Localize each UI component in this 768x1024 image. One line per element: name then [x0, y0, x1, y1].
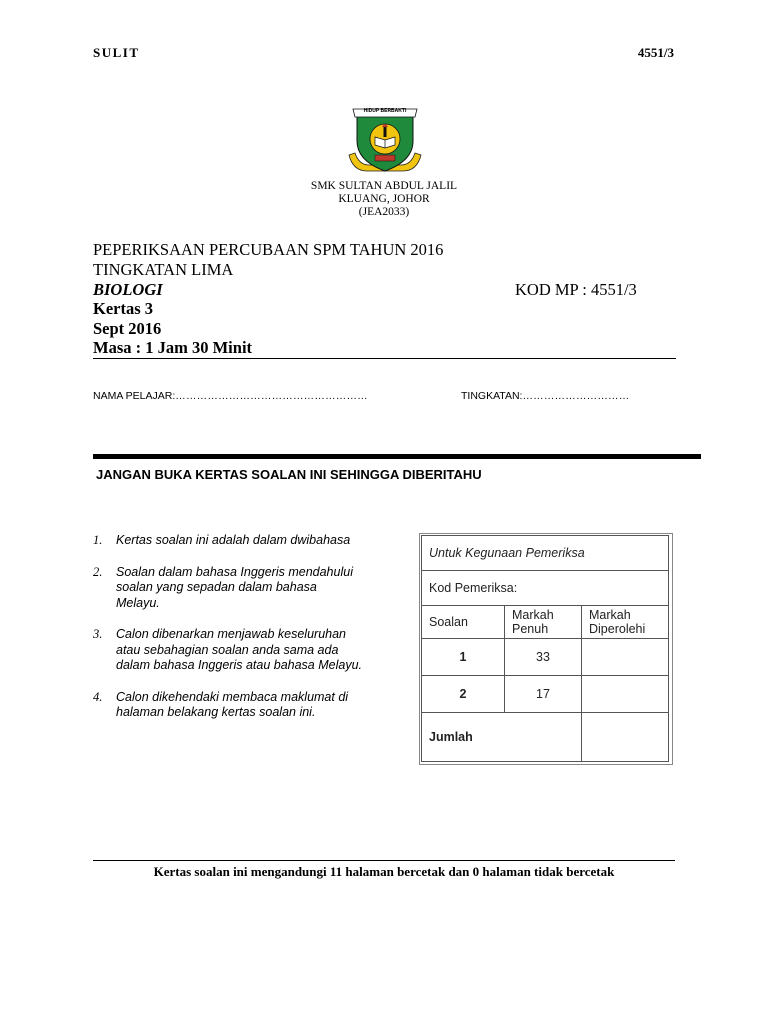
student-name-field[interactable] — [93, 390, 368, 402]
page-count-note: Kertas soalan ini mengandungi 11 halaman bercetak dan 0 halaman tidak bercetak — [153, 864, 615, 879]
form-class-dots: ………………………… — [522, 390, 630, 402]
school-location: KLUANG, JOHOR — [338, 193, 430, 205]
marks-obtained-cell[interactable] — [582, 639, 669, 676]
instruction-text: Calon dikehendaki membaca maklumat di halaman belakang kertas soalan ini. — [116, 689, 349, 719]
instruction-item — [93, 690, 363, 721]
footer-divider — [93, 860, 675, 861]
school-name: SMK SULTAN ABDUL JALIL — [310, 180, 458, 192]
col-question: Soalan — [422, 606, 505, 639]
subject-code: KOD MP : 4551/3 — [515, 280, 637, 299]
form-class-label: TINGKATAN: — [461, 390, 523, 402]
instruction-number: 2. — [93, 564, 103, 579]
instruction-text: Calon dibenarkan menjawab keseluruhan atau sebahagian soalan anda sama ada dalam bahasa Inggeris atau bahasa Melayu. — [116, 627, 362, 672]
student-name-label: NAMA PELAJAR: — [93, 390, 176, 402]
instruction-item — [93, 533, 363, 549]
thick-divider — [93, 454, 701, 459]
instruction-number: 3. — [93, 627, 103, 641]
full-marks: 33 — [505, 639, 582, 676]
exam-duration: Masa : 1 Jam 30 Minit — [93, 338, 253, 357]
student-name-dots: ……………………………………………… — [175, 390, 368, 402]
exam-title: PEPERIKSAAN PERCUBAAN SPM TAHUN 2016 — [93, 240, 444, 259]
instruction-item — [93, 627, 363, 674]
question-number: 1 — [422, 639, 505, 676]
instruction-number: 4. — [93, 689, 103, 704]
exam-date: Sept 2016 — [93, 319, 162, 338]
instruction-text: Kertas soalan ini adalah dalam dwibahasa — [116, 533, 351, 547]
header-sulit: SULIT — [93, 45, 140, 60]
school-crest-icon — [345, 105, 425, 177]
table-row — [422, 676, 669, 713]
instruction-text: Soalan dalam bahasa Inggeris mendahului soalan yang sepadan dalam bahasa Melayu. — [116, 564, 353, 610]
header-paper-code: 4551/3 — [637, 45, 674, 60]
divider — [93, 358, 676, 359]
total-row — [422, 713, 669, 762]
crest-motto: HIDUP BERBAKTI — [363, 108, 407, 114]
question-number: 2 — [422, 676, 505, 713]
examiner-table — [421, 535, 669, 762]
school-code: (JEA2033) — [358, 206, 410, 218]
examiner-code[interactable]: Kod Pemeriksa: — [422, 571, 669, 606]
full-marks: 17 — [505, 676, 582, 713]
instruction-number: 1. — [93, 533, 103, 547]
form-level: TINGKATAN LIMA — [93, 260, 234, 279]
instruction-item — [93, 565, 363, 612]
instructions-list — [93, 533, 363, 737]
subject-name: BIOLOGI — [93, 280, 163, 299]
form-class-field[interactable] — [461, 390, 629, 402]
total-marks-cell[interactable] — [582, 713, 669, 762]
col-full-marks: Markah Penuh — [505, 606, 582, 639]
paper-number: Kertas 3 — [93, 299, 154, 318]
marks-obtained-cell[interactable] — [582, 676, 669, 713]
table-title: Untuk Kegunaan Pemeriksa — [422, 536, 669, 571]
col-marks-obtained: Markah Diperolehi — [582, 606, 669, 639]
total-label: Jumlah — [422, 713, 582, 762]
table-row — [422, 639, 669, 676]
warning-notice: JANGAN BUKA KERTAS SOALAN INI SEHINGGA DIBERITAHU — [96, 467, 482, 482]
